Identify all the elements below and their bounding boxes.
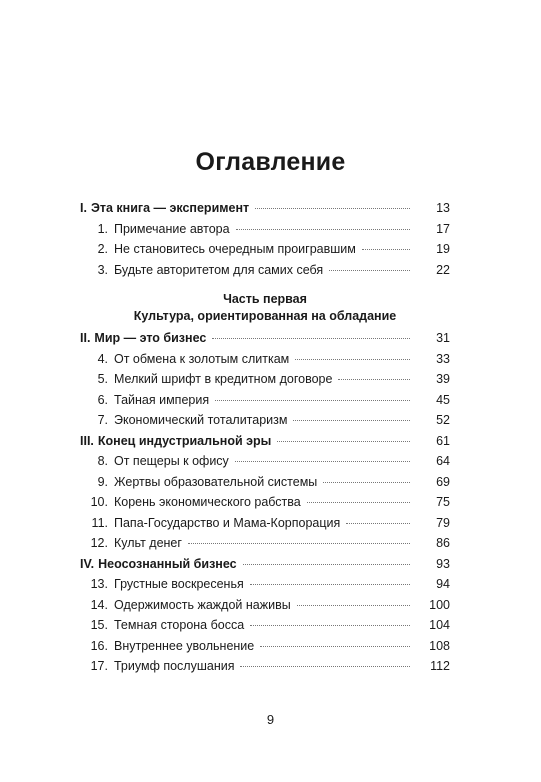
dot-leader — [215, 400, 410, 401]
toc-item-row[interactable] — [80, 349, 450, 370]
toc-entry-title: Внутреннее увольнение — [114, 638, 255, 653]
toc-entry-title: Темная сторона босса — [114, 618, 245, 632]
toc-entry-number: 5. — [97, 372, 108, 386]
toc-entry-page: 61 — [436, 433, 450, 448]
toc-item-row[interactable] — [80, 472, 450, 493]
toc-entry-number: 3. — [97, 262, 108, 277]
toc-entry-number: 13. — [90, 577, 108, 591]
dot-leader — [297, 605, 410, 606]
toc-entry-page: 52 — [436, 413, 450, 427]
dot-leader — [307, 502, 410, 503]
toc-entry-page: 86 — [436, 536, 450, 550]
toc-entry-title: Неосознанный бизнес — [98, 556, 237, 571]
toc-entry-title: Мелкий шрифт в кредитном договоре — [114, 372, 333, 386]
toc-entry-number: 8. — [97, 454, 108, 468]
toc-entry-number: 1. — [97, 221, 108, 236]
toc-entry-number: 14. — [90, 597, 108, 612]
toc-entry-page: 45 — [436, 392, 450, 407]
toc-item-row[interactable] — [80, 574, 450, 595]
toc-entry-page: 93 — [436, 556, 450, 571]
dot-leader — [235, 461, 410, 462]
toc-chapter-row[interactable] — [80, 198, 450, 219]
dot-leader — [295, 359, 410, 360]
page-number: 9 — [266, 712, 275, 727]
toc-entry-page: 79 — [436, 515, 450, 530]
dot-leader — [277, 441, 410, 442]
toc-entry-page: 31 — [436, 331, 450, 345]
toc-entry-page: 94 — [436, 577, 450, 591]
toc-item-row[interactable] — [80, 451, 450, 472]
toc-entry-number: 16. — [90, 638, 108, 653]
toc-entry-title: Одержимость жаждой наживы — [114, 597, 291, 612]
toc-item-row[interactable] — [80, 239, 450, 260]
toc-entry-number: 15. — [90, 618, 108, 632]
toc-entry-number: 2. — [97, 242, 108, 256]
toc-entry-title: Триумф послушания — [114, 659, 235, 673]
toc-item-row[interactable] — [80, 636, 450, 657]
dot-leader — [236, 229, 410, 230]
toc-entry-number: IV. — [80, 556, 95, 571]
toc-entry-page: 112 — [430, 659, 450, 673]
toc-entry-page: 64 — [436, 454, 450, 468]
toc-entry-title: Жертвы образовательной системы — [114, 474, 318, 489]
toc-entry-number: 7. — [97, 413, 108, 427]
toc-entry-title: Конец индустриальной эры — [97, 433, 272, 448]
toc-item-row[interactable] — [80, 410, 450, 431]
toc-entry-number: I. — [80, 201, 87, 215]
toc-item-row[interactable] — [80, 615, 450, 636]
toc-entry-title: Культ денег — [114, 536, 182, 550]
toc-item-row[interactable] — [80, 390, 450, 411]
toc-entry-page: 17 — [436, 221, 450, 236]
toc-entry-page: 108 — [429, 638, 450, 653]
toc-entry-page: 22 — [436, 262, 450, 277]
toc-entry-page: 104 — [429, 618, 450, 632]
toc-entry-page: 100 — [429, 597, 450, 612]
toc-entry-title: Экономический тоталитаризм — [114, 413, 288, 427]
dot-leader — [293, 420, 410, 421]
dot-leader — [212, 338, 410, 339]
dot-leader — [243, 564, 410, 565]
dot-leader — [329, 270, 410, 271]
part-heading-title: Культура, ориентированная на обладание — [133, 309, 397, 323]
dot-leader — [338, 379, 410, 380]
toc-item-row[interactable] — [80, 513, 450, 534]
table-of-contents — [80, 198, 450, 677]
dot-leader — [250, 584, 410, 585]
dot-leader — [260, 646, 410, 647]
toc-entry-title: От пещеры к офису — [114, 454, 229, 468]
toc-entry-page: 75 — [436, 495, 450, 509]
page-title: Оглавление — [195, 148, 346, 176]
toc-entry-number: III. — [80, 433, 94, 448]
toc-entry-title: От обмена к золотым слиткам — [114, 351, 290, 366]
toc-item-row[interactable] — [80, 533, 450, 554]
toc-entry-title: Будьте авторитетом для самих себя — [114, 262, 324, 277]
toc-chapter-row[interactable] — [80, 328, 450, 349]
toc-entry-page: 69 — [436, 474, 450, 489]
toc-entry-title: Грустные воскресенья — [114, 577, 244, 591]
toc-entry-number: 17. — [90, 659, 108, 673]
toc-entry-title: Не становитесь очередным проигравшим — [114, 242, 356, 256]
toc-entry-page: 19 — [436, 242, 450, 256]
toc-item-row[interactable] — [80, 260, 450, 281]
toc-entry-page: 33 — [436, 351, 450, 366]
toc-entry-number: 9. — [97, 474, 108, 489]
part-heading-line: Часть первая — [223, 292, 307, 306]
toc-entry-title: Эта книга — эксперимент — [90, 201, 250, 215]
dot-leader — [323, 482, 410, 483]
toc-entry-title: Тайная империя — [114, 392, 210, 407]
toc-item-row[interactable] — [80, 219, 450, 240]
toc-entry-title: Примечание автора — [114, 221, 230, 236]
dot-leader — [346, 523, 410, 524]
toc-entry-number: 11. — [91, 515, 108, 530]
toc-chapter-row[interactable] — [80, 554, 450, 575]
toc-item-row[interactable] — [80, 656, 450, 677]
toc-item-row[interactable] — [80, 369, 450, 390]
dot-leader — [188, 543, 410, 544]
dot-leader — [255, 208, 410, 209]
dot-leader — [250, 625, 410, 626]
toc-entry-title: Мир — это бизнес — [94, 331, 207, 345]
toc-entry-title: Корень экономического рабства — [114, 495, 301, 509]
part-heading — [80, 291, 450, 325]
toc-entry-number: 4. — [97, 351, 108, 366]
toc-entry-number: 6. — [97, 392, 108, 407]
toc-entry-number: 12. — [90, 536, 108, 550]
toc-entry-title: Папа-Государство и Мама-Корпорация — [114, 515, 341, 530]
dot-leader — [362, 249, 410, 250]
toc-item-row[interactable] — [80, 492, 450, 513]
toc-entry-number: 10. — [90, 495, 108, 509]
toc-entry-number: II. — [80, 331, 91, 345]
toc-entry-page: 39 — [436, 372, 450, 386]
dot-leader — [240, 666, 410, 667]
toc-chapter-row[interactable] — [80, 431, 450, 452]
toc-item-row[interactable] — [80, 595, 450, 616]
toc-entry-page: 13 — [436, 201, 450, 215]
